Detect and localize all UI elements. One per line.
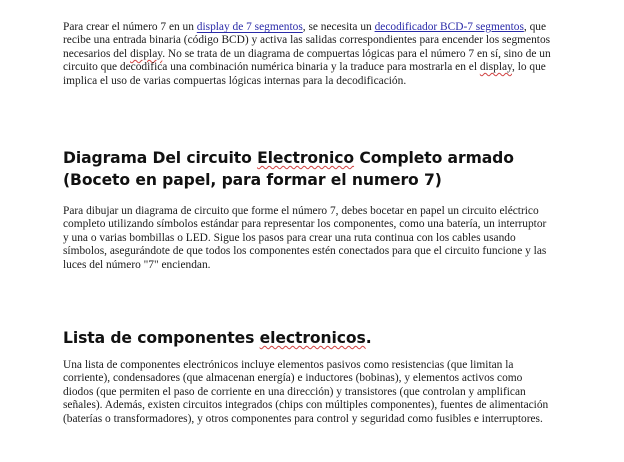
diagram-heading-part-a: Diagrama Del circuito (63, 149, 258, 167)
components-heading-part-b: . (365, 329, 372, 347)
intro-text-mid1: , se necesita un (302, 21, 375, 33)
components-heading (63, 327, 583, 349)
diagram-heading-line2: (Boceto en papel, para formar el numero 7) (63, 171, 442, 189)
intro-paragraph (63, 21, 553, 88)
intro-text-end: , lo que implica el uso de varias compuertas lógicas internas para la decodificación. (63, 61, 546, 87)
decodificador-bcd-link[interactable]: decodificador BCD-7 segmentos (374, 21, 524, 33)
display-7-segmentos-link[interactable]: display de 7 segmentos (196, 21, 303, 33)
display-word-2: display (479, 61, 513, 74)
intro-text-start: Para crear el número 7 en un (63, 21, 197, 33)
components-heading-misspelled-word: electronicos (259, 329, 366, 347)
intro-text-mid3: . No se trata de un diagrama de compuertas lógicas para el número 7 en sí, sino de un circuito que decodifica una combinación numérica binaria y la traduce para mostrarla en el (63, 47, 551, 74)
diagram-heading-part-b: Completo armado (354, 149, 514, 167)
diagram-heading-misspelled-word: Electronico (257, 149, 355, 167)
components-paragraph: Una lista de componentes electrónicos incluye elementos pasivos como resistencias (que limitan la corriente), condensadores (que almacenan energía) e inductores (bobinas), y elementos activos como diodos (que permiten el paso de corriente en una dirección) y transistores (que controlan y amplifican señales). Además, existen circuitos integrados (chips con múltiples componentes), fuentes de alimentación (baterías o transformadores), y otros componentes para control y seguridad como fusibles e interruptores. (63, 359, 549, 425)
diagram-paragraph: Para dibujar un diagrama de circuito que forme el número 7, debes bocetar en papel un circuito eléctrico completo utilizando símbolos estándar para representar los componentes, como una batería, un interruptor y una o varias bombillas o LED. Sigue los pasos para crear una ruta continua con los cables usando símbolos, asegurándote de que todos los componentes estén conectados para que el circuito funcione y las luces del número "7" enciendan. (63, 205, 547, 271)
diagram-heading (63, 147, 583, 191)
display-word-1: display (130, 47, 163, 60)
intro-text-mid2: , que recibe una entrada binaria (código BCD) y activa las salidas correspondientes para encender los segmentos necesarios del (63, 21, 551, 60)
components-heading-part-a: Lista de componentes (63, 329, 260, 347)
